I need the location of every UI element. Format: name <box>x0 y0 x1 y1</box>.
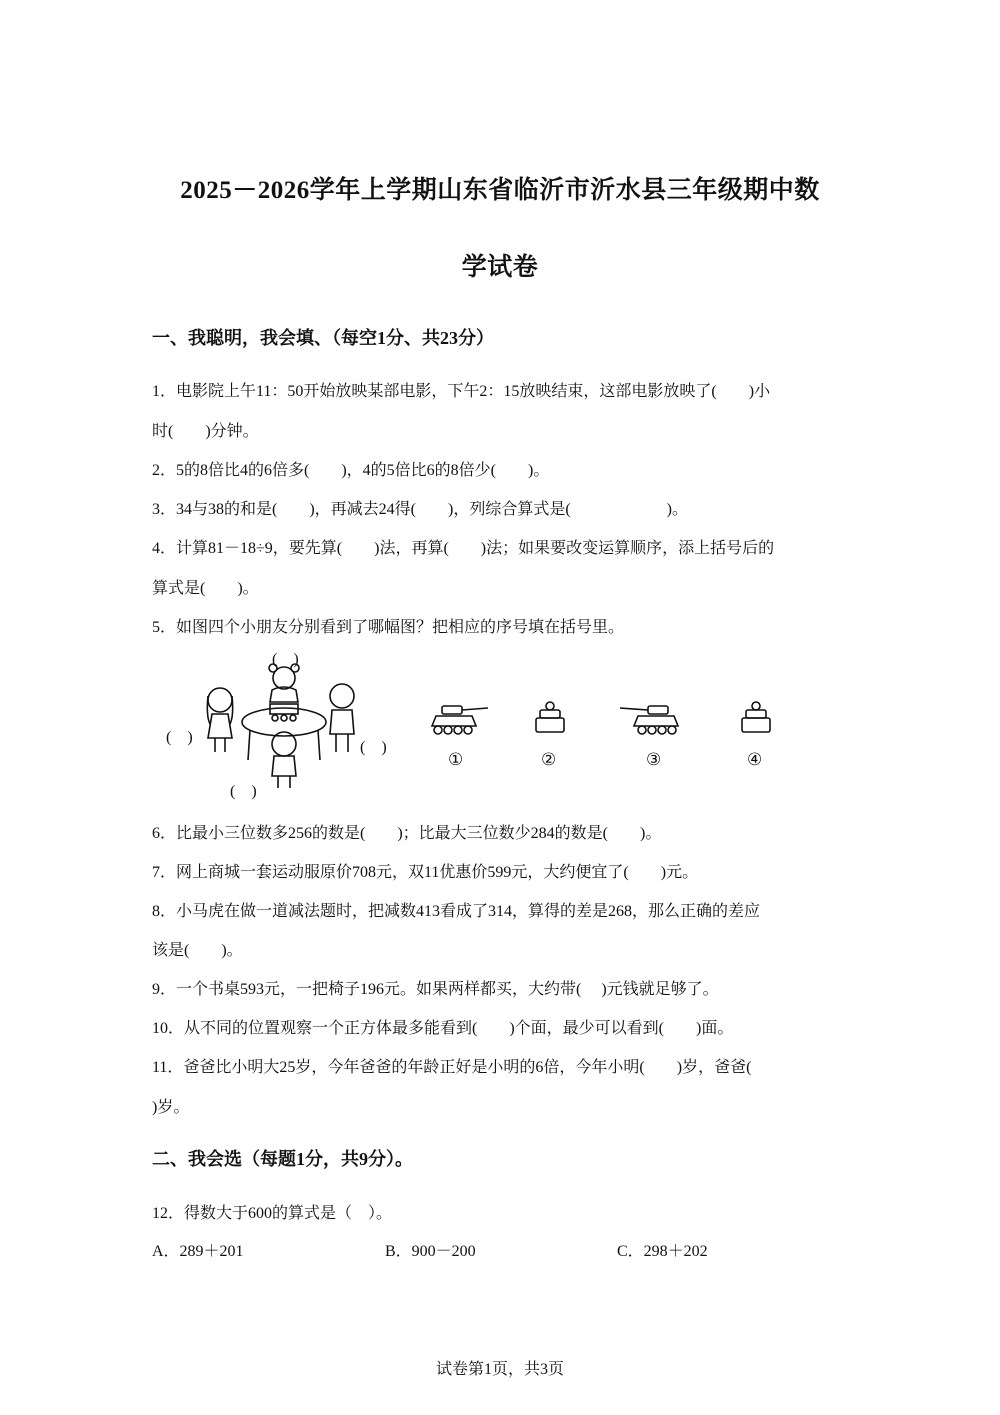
child-top-icon <box>269 664 299 702</box>
option-a: A．289＋201 <box>152 1243 244 1260</box>
question-7: 7．网上商城一套运动服原价708元，双11优惠价599元，大约便宜了( )元。 <box>152 864 699 881</box>
section-1-heading: 一、我聪明，我会填、（每空1分、共23分） <box>152 328 494 348</box>
question-1: 1．电影院上午11：50开始放映某部电影，下午2：15放映结束，这部电影放映了( )小 <box>152 383 771 400</box>
question-1-cont: 时( )分钟。 <box>152 423 259 440</box>
question-5-figure <box>160 640 840 800</box>
view-2-front-icon <box>536 702 564 732</box>
view-number-4: ④ <box>747 750 763 769</box>
view-1-tank-icon <box>432 706 488 734</box>
blank-bottom: ( ) <box>230 783 257 800</box>
view-3-tank-icon <box>620 706 678 734</box>
child-bottom-icon <box>272 732 296 788</box>
blank-right: ( ) <box>360 739 387 756</box>
question-12: 12．得数大于600的算式是（ ）。 <box>152 1205 393 1222</box>
question-11-cont: )岁。 <box>152 1099 190 1116</box>
blank-top: ( ) <box>272 651 299 668</box>
question-5: 5．如图四个小朋友分别看到了哪幅图？把相应的序号填在括号里。 <box>152 619 625 636</box>
option-c: C．298＋202 <box>617 1243 708 1260</box>
section-2-heading: 二、我会选（每题1分，共9分）。 <box>152 1149 413 1169</box>
page-footer: 试卷第1页，共3页 <box>435 1361 564 1378</box>
question-8-cont: 该是( )。 <box>152 942 243 959</box>
question-10: 10．从不同的位置观察一个正方体最多能看到( )个面，最少可以看到( )面。 <box>152 1020 734 1037</box>
view-number-1: ① <box>448 750 464 769</box>
view-4-back-icon <box>742 702 770 732</box>
page-title-cont: 学试卷 <box>461 254 539 281</box>
question-2: 2．5的8倍比4的6倍多( )，4的5倍比6的8倍少( )。 <box>152 462 550 479</box>
page-title: 2025－2026学年上学期山东省临沂市沂水县三年级期中数 <box>180 177 820 204</box>
child-left-icon <box>207 688 232 752</box>
question-4-cont: 算式是( )。 <box>152 580 259 597</box>
view-number-2: ② <box>541 750 557 769</box>
question-11: 11．爸爸比小明大25岁，今年爸爸的年龄正好是小明的6倍，今年小明( )岁，爸爸( <box>152 1059 752 1076</box>
question-3: 3．34与38的和是( )，再减去24得( )，列综合算式是( )。 <box>152 501 688 518</box>
question-4: 4．计算81－18÷9，要先算( )法，再算( )法；如果要改变运算顺序，添上括号后的 <box>152 540 775 557</box>
child-right-icon <box>330 684 354 752</box>
question-8: 8．小马虎在做一道减法题时，把减数413看成了314，算得的差是268，那么正确的差应 <box>152 903 761 920</box>
question-9: 9．一个书桌593元，一把椅子196元。如果两样都买，大约带( )元钱就足够了。 <box>152 981 719 998</box>
scene-illustration <box>160 640 840 800</box>
question-6: 6．比最小三位数多256的数是( )；比最大三位数少284的数是( )。 <box>152 825 662 842</box>
option-b: B．900－200 <box>385 1243 476 1260</box>
view-number-3: ③ <box>646 750 662 769</box>
blank-left: ( ) <box>166 729 193 746</box>
